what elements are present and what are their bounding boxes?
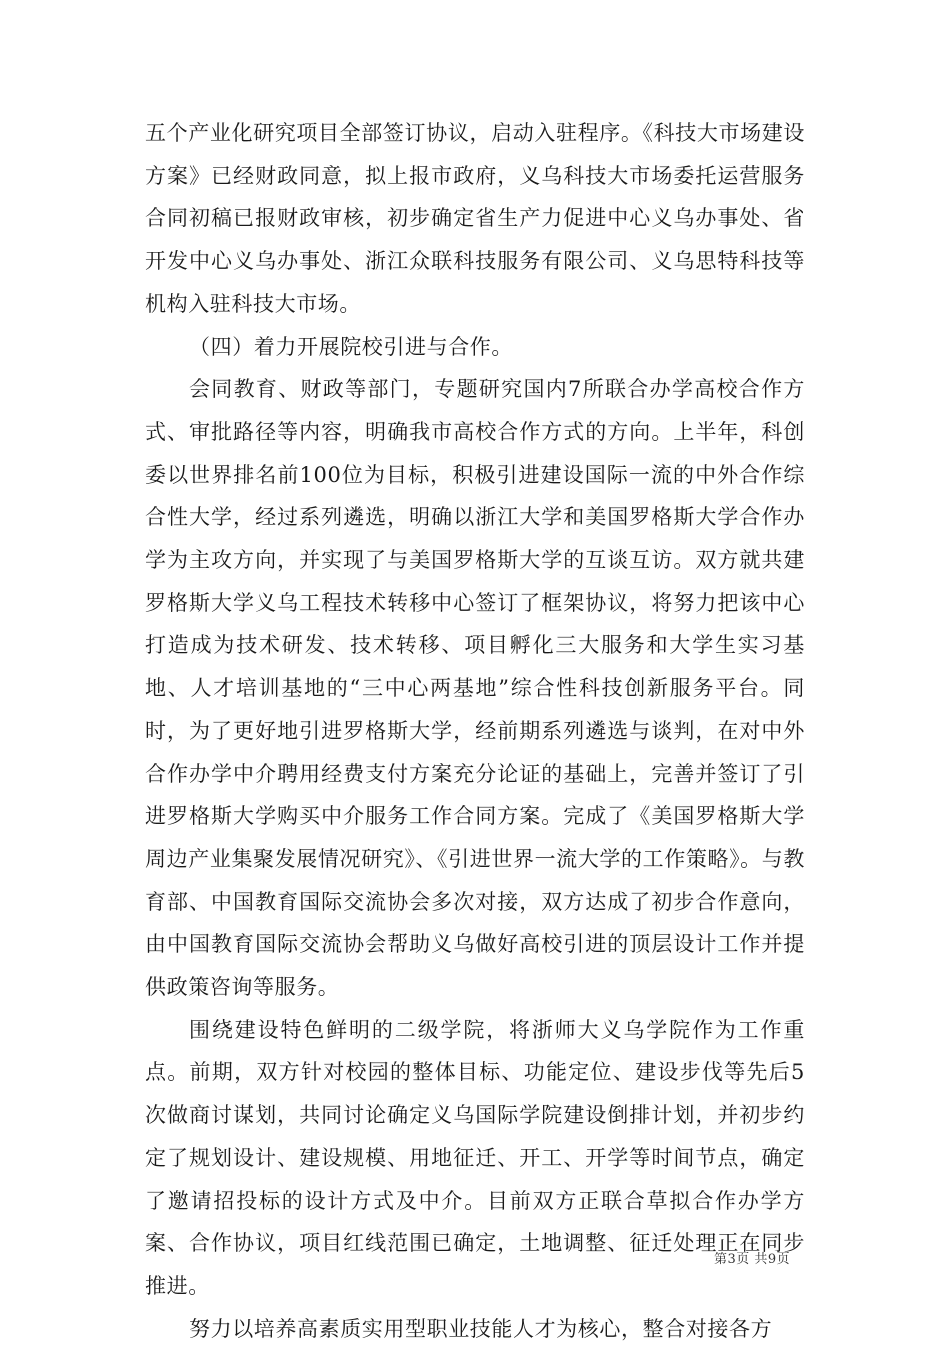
document-body bbox=[145, 112, 805, 1350]
paragraph: 会同教育、财政等部门，专题研究国内7所联合办学高校合作方式、审批路径等内容，明确我市高校合作方式的方向。上半年，科创委以世界排名前100位为目标，积极引进建设国际一流的中外合作综合性大学，经过系列遴选，明确以浙江大学和美国罗格斯大学合作办学为主攻方向，并实现了与美国罗格斯大学的互谈互访。双方就共建罗格斯大学义乌工程技术转移中心签订了框架协议，将努力把该中心打造成为技术研发、技术转移、项目孵化三大服务和大学生实习基地、人才培训基地的“三中心两基地”综合性科技创新服务平台。同时，为了更好地引进罗格斯大学，经前期系列遴选与谈判，在对中外合作办学中介聘用经费支付方案充分论证的基础上，完善并签订了引进罗格斯大学购买中介服务工作合同方案。完成了《美国罗格斯大学周边产业集聚发展情况研究》、《引进世界一流大学的工作策略》。与教育部、中国教育国际交流协会多次对接，双方达成了初步合作意向，由中国教育国际交流协会帮助义乌做好高校引进的顶层设计工作并提供政策咨询等服务。 bbox=[145, 377, 805, 1000]
page-number-footer: 第3页 共9页 bbox=[714, 1252, 791, 1267]
paragraph: 围绕建设特色鲜明的二级学院，将浙师大义乌学院作为工作重点。前期，双方针对校园的整体目标、功能定位、建设步伐等先后5次做商讨谋划，共同讨论确定义乌国际学院建设倒排计划，并初步约定了规划设计、建设规模、用地征迁、开工、开学等时间节点，确定了邀请招投标的设计方式及中介。目前双方正联合草拟合作办学方案、合作协议，项目红线范围已确定，土地调整、征迁处理正在同步推进。 bbox=[145, 1017, 805, 1298]
paragraph-continued: 五个产业化研究项目全部签订协议，启动入驻程序。《科技大市场建设方案》已经财政同意，拟上报市政府，义乌科技大市场委托运营服务合同初稿已报财政审核，初步确定省生产力促进中心义乌办事处、省开发中心义乌办事处、浙江众联科技服务有限公司、义乌思特科技等机构入驻科技大市场。 bbox=[145, 121, 805, 316]
paragraph: 努力以培养高素质实用型职业技能人才为核心，整合对接各方 bbox=[189, 1316, 773, 1341]
section-heading: （四）着力开展院校引进与合作。 bbox=[189, 334, 513, 359]
